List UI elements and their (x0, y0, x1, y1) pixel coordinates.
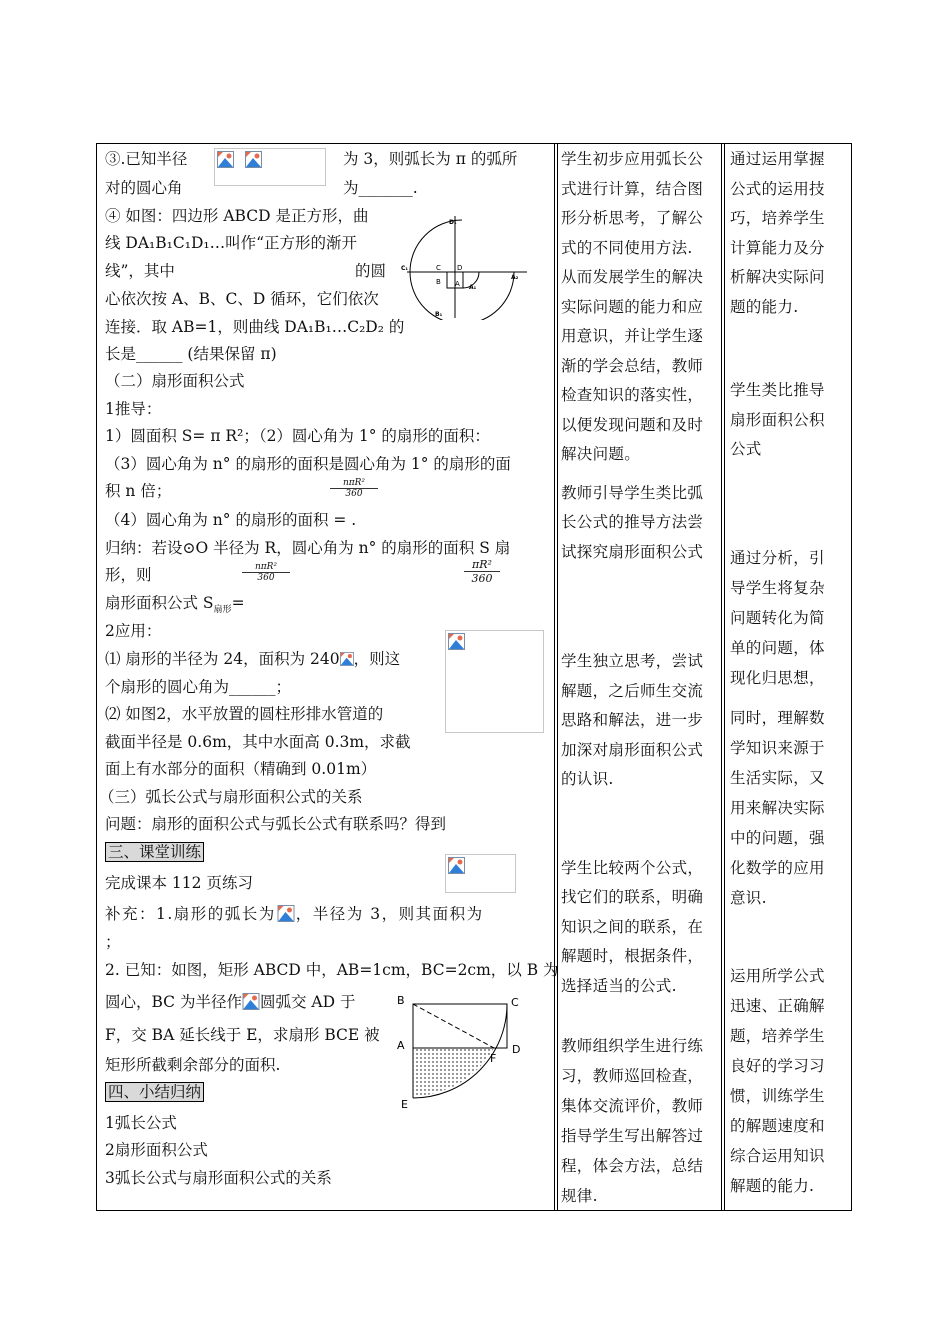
text-line: 2. 已知：如图，矩形 ABCD 中，AB=1cm，BC=2cm，以 B 为 (105, 961, 559, 979)
text-line: 式的不同使用方法. (561, 239, 693, 257)
section-heading-training (105, 842, 204, 862)
text-line: 形，则 (105, 566, 152, 584)
figure-label: C (436, 264, 441, 272)
text-line: （4）圆心角为 n° 的扇形的面积 = . (105, 511, 357, 529)
fraction (242, 562, 290, 583)
text-line: 1推导： (105, 400, 162, 418)
figure-label: B (436, 278, 441, 286)
text-line: 长是______ (结果保留 π) (105, 345, 277, 363)
text-line: 对的圆心角 (105, 179, 183, 197)
text-line: 题，培养学生 (730, 1027, 825, 1045)
picture-icon (245, 151, 262, 168)
figure-label: C (511, 996, 519, 1009)
text-line: 教师组织学生进行练 (561, 1037, 704, 1055)
text-line (105, 904, 484, 924)
text-line: 的认识. (561, 770, 614, 788)
text-line: 用意识，并让学生逐 (561, 327, 704, 345)
section-heading-summary (105, 1082, 204, 1102)
fraction-numerator: nπR² (242, 562, 290, 573)
picture-icon (276, 905, 296, 922)
text-line: 集体交流评价，教师 (561, 1097, 704, 1115)
text-line: 实际问题的能力和应 (561, 298, 704, 316)
text-line: ④ 如图：四边形 ABCD 是正方形，曲 (105, 207, 369, 225)
column-divider-1 (554, 144, 555, 1210)
picture-icon (448, 633, 465, 650)
fraction-denominator: 360 (257, 573, 275, 583)
figure-label: A (455, 280, 460, 288)
text-line: 问题：扇形的面积公式与弧长公式有联系吗？得到 (105, 815, 447, 833)
text-line: ⑵ 如图2，水平放置的圆柱形排水管道的 (105, 705, 384, 723)
text-line: 化数学的应用 (730, 859, 825, 877)
text-line: 为 3，则弧长为 π 的弧所 (343, 150, 518, 168)
figure-label: B (397, 994, 405, 1007)
fraction (464, 558, 500, 585)
text-line: 同时，理解数 (730, 709, 825, 727)
middle-column (557, 144, 721, 1210)
formula-equals: = (231, 594, 245, 612)
text-line: 加深对扇形面积公式 (561, 741, 704, 759)
figure-label: A₁ (469, 284, 477, 291)
text-line: 程，体会方法，总结 (561, 1157, 704, 1175)
text-line: 扇形面积公积 (730, 411, 825, 429)
text-line: 习，教师巡回检查， (561, 1067, 704, 1085)
text-line: ； (105, 933, 121, 951)
figure-label: D (457, 264, 463, 272)
picture-icon (242, 993, 260, 1010)
text-line: 迅速、正确解 (730, 997, 825, 1015)
text-line: 指导学生写出解答过 (561, 1127, 704, 1145)
picture-icon (448, 857, 465, 874)
text-line (105, 593, 245, 620)
text-line: 用来解决实际 (730, 799, 825, 817)
text-line: 2应用： (105, 622, 162, 640)
text-line: 为_______. (343, 179, 418, 197)
text-line: 公式 (730, 440, 762, 458)
text-line: 个扇形的圆心角为______； (105, 678, 292, 696)
text-line: 以便发现问题和及时 (561, 416, 704, 434)
picture-icon (217, 151, 234, 168)
text-span: 补充：1.扇形的弧长为 (105, 905, 276, 923)
text-line: 找它们的联系，明确 (561, 888, 704, 906)
text-line: 思路和解法，进一步 (561, 711, 704, 729)
text-line (105, 992, 355, 1012)
figure-label: F (490, 1052, 497, 1065)
figure-label: A (397, 1039, 405, 1052)
text-line: 面上有水部分的面积（精确到 0.01m） (105, 760, 377, 778)
text-line: 中的问题，强 (730, 829, 825, 847)
figure-label: D (512, 1043, 521, 1056)
text-span: ，半径为 3，则其面积为 (295, 905, 484, 923)
figure-label: A₂ (511, 274, 519, 281)
text-line: 规律. (561, 1187, 598, 1205)
text-span: 圆弧交 AD 于 (259, 993, 356, 1011)
lesson-table (96, 143, 852, 1211)
text-line: 的圆 (355, 262, 387, 280)
text-line: 3弧长公式与扇形面积公式的关系 (105, 1169, 332, 1187)
text-line: 学生初步应用弧长公 (561, 150, 704, 168)
text-span: ⑴ 扇形的半径为 24，面积为 240 (105, 650, 340, 668)
text-line: 从而发展学生的解决 (561, 268, 704, 286)
left-column (97, 144, 559, 1210)
text-line: 现化归思想， (730, 669, 825, 687)
text-span: ，则这 (353, 650, 401, 668)
text-line: 惯，训练学生 (730, 1087, 825, 1105)
text-line: 解题时，根据条件， (561, 947, 704, 965)
right-column (724, 144, 852, 1210)
fraction-denominator: 360 (471, 572, 493, 585)
text-line: 析解决实际问 (730, 268, 825, 286)
text-line: 选择适当的公式. (561, 977, 677, 995)
image-placeholder (214, 148, 326, 186)
text-line: 学生类比推导 (730, 381, 825, 399)
text-line: 解决问题。 (561, 445, 641, 463)
text-line: 综合运用知识 (730, 1147, 825, 1165)
text-line: 完成课本 112 页练习 (105, 874, 253, 892)
text-line: 式进行计算，结合图 (561, 180, 704, 198)
text-line: 形分析思考，了解公 (561, 209, 704, 227)
text-line: 题的能力. (730, 298, 799, 316)
section-title: （二）扇形面积公式 (105, 372, 245, 390)
text-line: 知识之间的联系，在 (561, 918, 704, 936)
boxed-heading: 四、小结归纳 (105, 1082, 204, 1102)
rectangle-arc-figure (395, 992, 535, 1116)
text-span: 圆心，BC 为半径作 (105, 993, 242, 1011)
figure-label: D₁ (449, 219, 457, 226)
text-line: 1弧长公式 (105, 1114, 177, 1132)
text-line: 心依次按 A、B、C、D 循环，它们依次 (105, 290, 379, 308)
column-divider-2 (721, 144, 722, 1210)
text-line: 导学生将复杂 (730, 579, 825, 597)
text-line: （3）圆心角为 n° 的扇形的面积是圆心角为 1° 的扇形的面 (105, 455, 511, 473)
text-line: 教师引导学生类比弧 (561, 484, 704, 502)
boxed-heading: 三、课堂训练 (105, 842, 204, 862)
text-line: 渐的学会总结，教师 (561, 357, 704, 375)
text-line: 单的问题，体 (730, 639, 825, 657)
text-line: 积 n 倍； (105, 482, 172, 500)
text-line: 通过运用掌握 (730, 150, 825, 168)
text-line: F，交 BA 延长线于 E，求扇形 BCE 被 (105, 1026, 380, 1044)
text-line: 问题转化为简 (730, 609, 825, 627)
text-line: 连接．取 AB=1，则曲线 DA₁B₁…C₂D₂ 的 (105, 318, 405, 336)
text-line: 计算能力及分 (730, 239, 825, 257)
text-line: 归纳：若设⊙O 半径为 R，圆心角为 n° 的扇形的面积 S 扇 (105, 539, 511, 557)
text-line: 的解题速度和 (730, 1117, 825, 1135)
fraction-numerator: πR² (464, 558, 500, 572)
text-line: ③.已知半径 (105, 150, 188, 168)
text-line: 试探究扇形面积公式 (561, 543, 704, 561)
text-line: 2扇形面积公式 (105, 1141, 208, 1159)
text-line: 巧，培养学生 (730, 209, 825, 227)
fraction (330, 478, 378, 499)
figure-label: B₁ (435, 311, 443, 318)
fraction-denominator: 360 (345, 489, 363, 499)
figure-label: C₁ (401, 265, 409, 272)
text-line: 长公式的推导方法尝 (561, 513, 704, 531)
image-placeholder (445, 854, 516, 893)
text-line: 运用所学公式 (730, 967, 825, 985)
text-line: 线 DA₁B₁C₁D₁…叫作“正方形的渐开 (105, 234, 358, 252)
text-line: 1）圆面积 S= π R²；（2）圆心角为 1° 的扇形的面积： (105, 427, 490, 445)
image-placeholder (445, 630, 544, 733)
text-line: 通过分析，引 (730, 549, 825, 567)
text-line: 生活实际，又 (730, 769, 825, 787)
text-line: 线”，其中 (105, 262, 175, 280)
text-line: 良好的学习习 (730, 1057, 825, 1075)
text-line: 学生比较两个公式， (561, 859, 704, 877)
involute-figure (399, 212, 534, 320)
text-line: 学知识来源于 (730, 739, 825, 757)
fraction-numerator: nπR² (330, 478, 378, 489)
section-title: （三）弧长公式与扇形面积公式的关系 (99, 788, 363, 806)
text-line: 学生独立思考，尝试 (561, 652, 704, 670)
text-line: 意识. (730, 889, 767, 907)
formula-label: 扇形面积公式 S (105, 594, 214, 612)
text-line: 截面半径是 0.6m，其中水面高 0.3m，求截 (105, 733, 411, 751)
text-line: 公式的运用技 (730, 180, 825, 198)
text-line: 矩形所截剩余部分的面积. (105, 1056, 281, 1074)
text-line: 解题的能力. (730, 1177, 815, 1195)
figure-label: E (401, 1098, 408, 1111)
text-line: 检查知识的落实性， (561, 386, 704, 404)
formula-subscript: 扇形 (213, 605, 232, 616)
picture-icon (340, 652, 354, 666)
text-line: 解题，之后师生交流 (561, 682, 704, 700)
text-line (105, 649, 400, 669)
